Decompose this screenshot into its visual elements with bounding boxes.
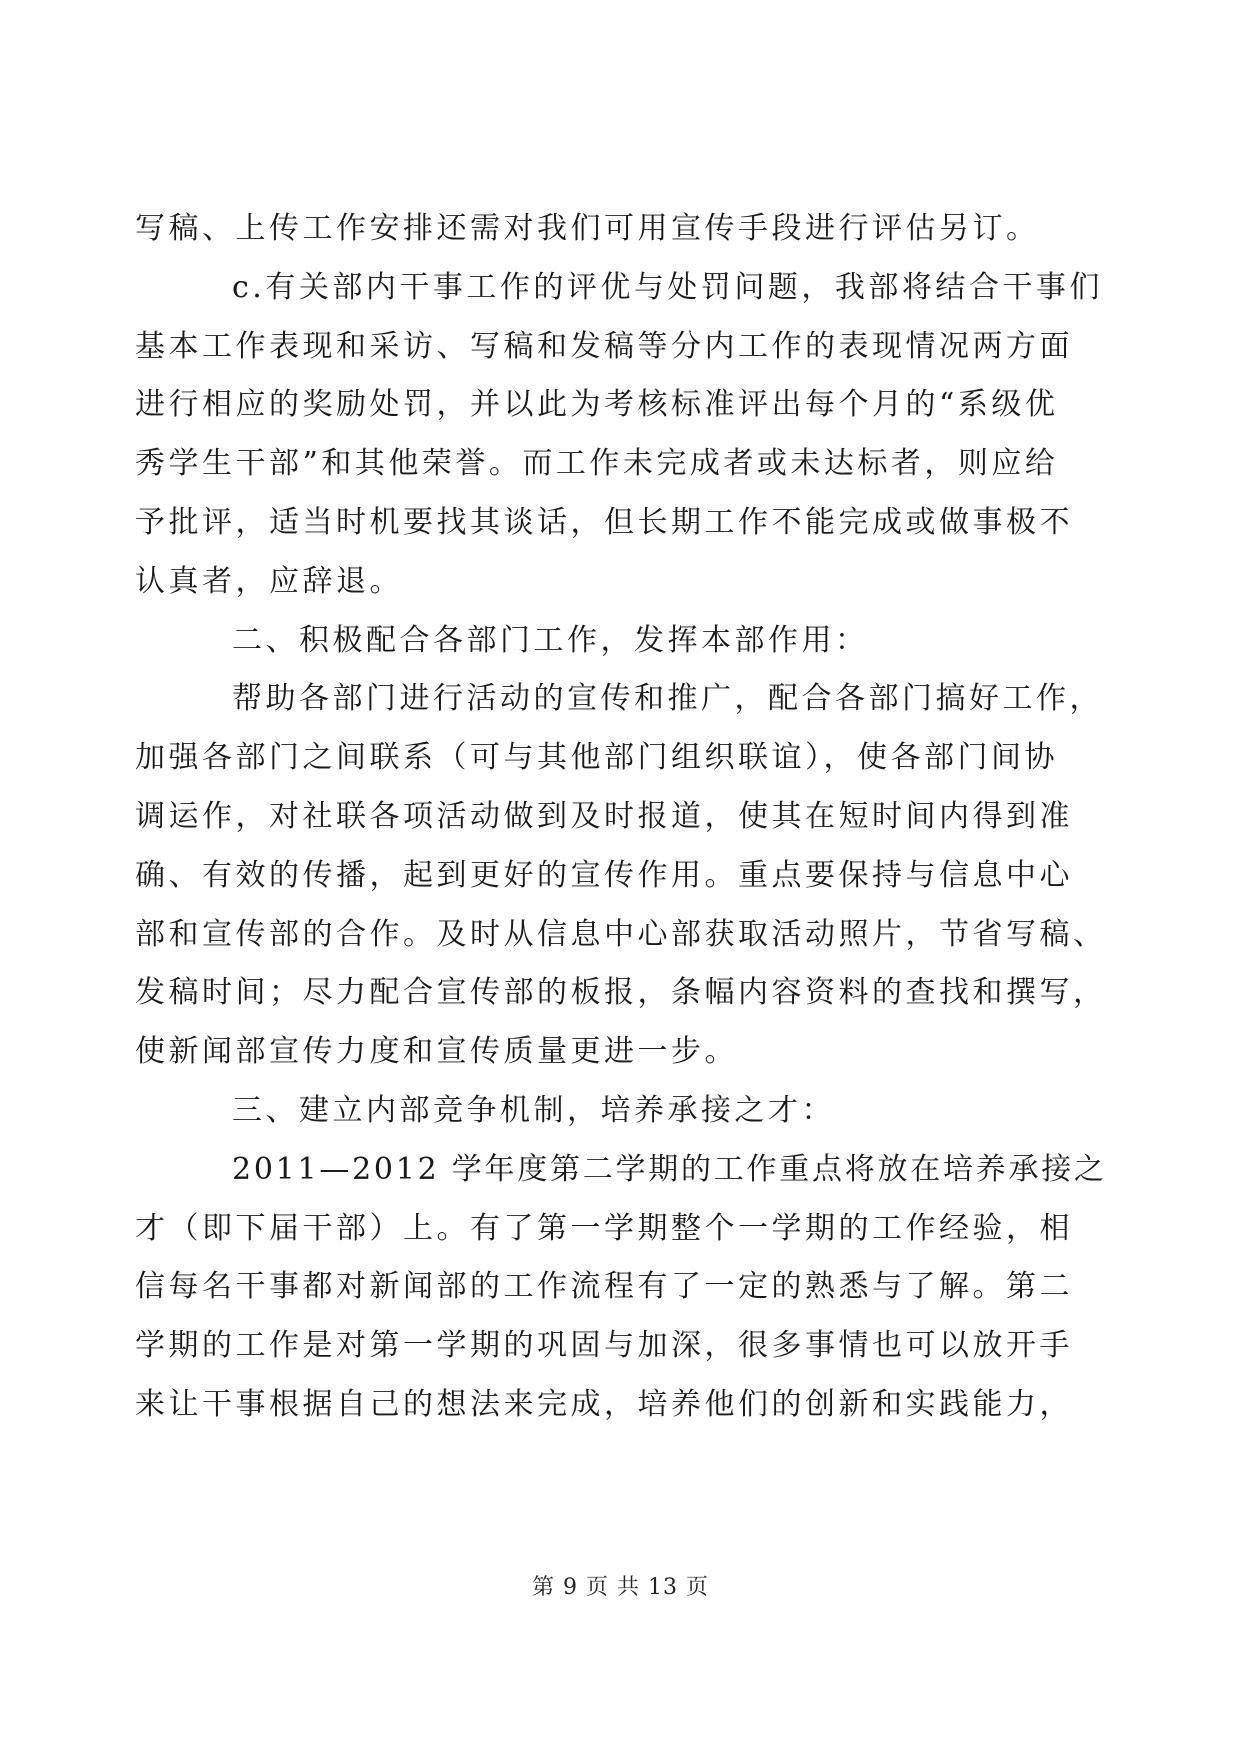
text-line: 才（即下届干部）上。有了第一学期整个一学期的工作经验，相 <box>135 1210 1073 1246</box>
text-line: 发稿时间；尽力配合宣传部的板报，条幅内容资料的查找和撰写， <box>135 975 1107 1011</box>
text-line: 信每名干事都对新闻部的工作流程有了一定的熟悉与了解。第二 <box>135 1269 1073 1305</box>
text-line: 学期的工作是对第一学期的巩固与加深，很多事情也可以放开手 <box>135 1328 1073 1364</box>
text-line: 加强各部门之间联系（可与其他部门组织联谊），使各部门间协 <box>135 740 1058 776</box>
text-line: 使新闻部宣传力度和宣传质量更进一步。 <box>135 1034 738 1070</box>
text-line: 二、积极配合各部门工作，发挥本部作用： <box>232 622 869 658</box>
document-body <box>135 200 1110 1435</box>
text-line: 予批评，适当时机要找其谈话，但长期工作不能完成或做事极不 <box>135 504 1073 540</box>
text-line: 部和宣传部的合作。及时从信息中心部获取活动照片，节省写稿、 <box>135 916 1107 952</box>
text-line: 进行相应的奖励处罚，并以此为考核标准评出每个月的“系级优 <box>135 387 1059 423</box>
page-footer: 第 9 页 共 13 页 <box>532 1575 709 1600</box>
text-line: 帮助各部门进行活动的宣传和推广，配合各部门搞好工作， <box>232 681 1103 717</box>
text-line: 秀学生干部”和其他荣誉。而工作未完成者或未达标者，则应给 <box>135 446 1059 482</box>
text-line: 认真者，应辞退。 <box>135 563 403 599</box>
text-line: 三、建立内部竞争机制，培养承接之才： <box>232 1092 835 1128</box>
text-line: 写稿、上传工作安排还需对我们可用宣传手段进行评估另订。 <box>135 211 1040 246</box>
text-line: 来让干事根据自己的想法来完成，培养他们的创新和实践能力， <box>135 1386 1073 1422</box>
text-line: 调运作，对社联各项活动做到及时报道，使其在短时间内得到准 <box>135 798 1073 834</box>
text-line: c.有关部内干事工作的评优与处罚问题，我部将结合干事们 <box>232 269 1103 305</box>
text-line: 2011—2012 学年度第二学期的工作重点将放在培养承接之 <box>232 1151 1107 1187</box>
text-line: 确、有效的传播，起到更好的宣传作用。重点要保持与信息中心 <box>135 857 1073 893</box>
text-line: 基本工作表现和采访、写稿和发稿等分内工作的表现情况两方面 <box>135 328 1073 364</box>
